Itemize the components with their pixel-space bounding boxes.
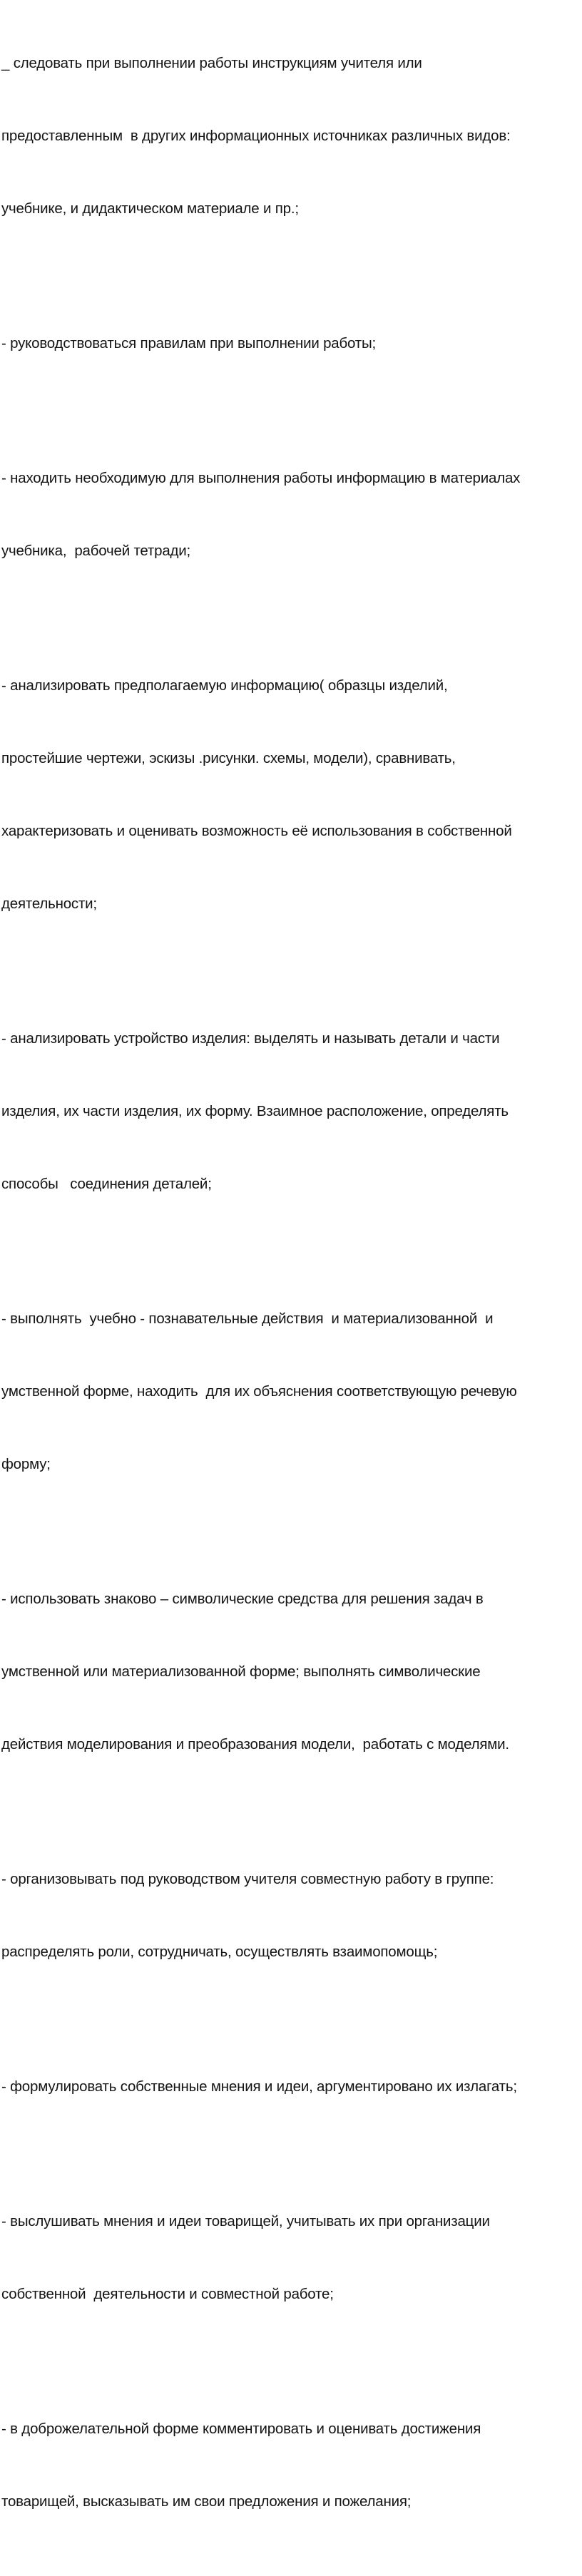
text-line: учебнике, и дидактическом материале и пр.; bbox=[1, 200, 299, 217]
text-line: учебника, рабочей тетради; bbox=[1, 543, 191, 559]
paragraph-follow-instructions bbox=[1, 3, 581, 270]
text-line: - использовать знаково – символические средства для решения задач в bbox=[1, 1591, 484, 1607]
text-line: - выполнять учебно - познавательные действия и материализованной и bbox=[1, 1310, 494, 1327]
text-line: товарищей, высказывать им свои предложения и пожелания; bbox=[1, 2493, 412, 2510]
text-line: - выслушивать мнения и идеи товарищей, учитывать их при организации bbox=[1, 2213, 490, 2229]
paragraph-analyze-product bbox=[1, 978, 581, 1245]
text-line: - анализировать предполагаемую информацию( образцы изделий, bbox=[1, 677, 448, 694]
text-line: предоставленным в других информационных источниках различных видов: bbox=[1, 128, 511, 144]
text-line: действия моделирования и преобразования модели, работать с моделями. bbox=[1, 1736, 509, 1753]
paragraph-find-information bbox=[1, 418, 581, 612]
text-line: деятельности; bbox=[1, 896, 97, 912]
text-line: - анализировать устройство изделия: выделять и называть детали и части bbox=[1, 1030, 500, 1047]
text-line: _ следовать при выполнении работы инструкциям учителя или bbox=[1, 55, 422, 71]
text-line: характеризовать и оценивать возможность её использования в собственной bbox=[1, 823, 512, 839]
paragraph-follow-rules bbox=[1, 283, 581, 404]
text-line: форму; bbox=[1, 1456, 51, 1472]
text-line: способы соединения деталей; bbox=[1, 1176, 212, 1192]
paragraph-formulate-opinions bbox=[1, 2026, 581, 2147]
paragraph-comment-achievements bbox=[1, 2369, 581, 2562]
text-line: - формулировать собственные мнения и идеи, аргументировано их излагать; bbox=[1, 2078, 517, 2095]
document-body bbox=[1, 3, 581, 2576]
text-line: изделия, их части изделия, их форму. Взаимное расположение, определять bbox=[1, 1103, 509, 1119]
text-line: простейшие чертежи, эскизы .рисунки. схемы, модели), сравнивать, bbox=[1, 750, 456, 766]
text-line: - руководствоваться правилам при выполнении работы; bbox=[1, 335, 376, 351]
text-line: собственной деятельности и совместной работе; bbox=[1, 2286, 334, 2302]
paragraph-group-work bbox=[1, 1819, 581, 2013]
paragraph-symbolic-means bbox=[1, 1539, 581, 1805]
text-line: умственной форме, находить для их объяснения соответствующую речевую bbox=[1, 1383, 517, 1400]
text-line: распределять роли, сотрудничать, осуществлять взаимопомощь; bbox=[1, 1944, 438, 1960]
text-line: - находить необходимую для выполнения работы информацию в материалах bbox=[1, 470, 521, 486]
text-line: - организовывать под руководством учителя совместную работу в группе: bbox=[1, 1871, 494, 1887]
paragraph-analyze-information bbox=[1, 625, 581, 965]
paragraph-listen-to-peers bbox=[1, 2161, 581, 2355]
text-line: умственной или материализованной форме; выполнять символические bbox=[1, 1663, 481, 1680]
text-line: - в доброжелательной форме комментировать и оценивать достижения bbox=[1, 2421, 481, 2437]
paragraph-learning-actions bbox=[1, 1258, 581, 1525]
